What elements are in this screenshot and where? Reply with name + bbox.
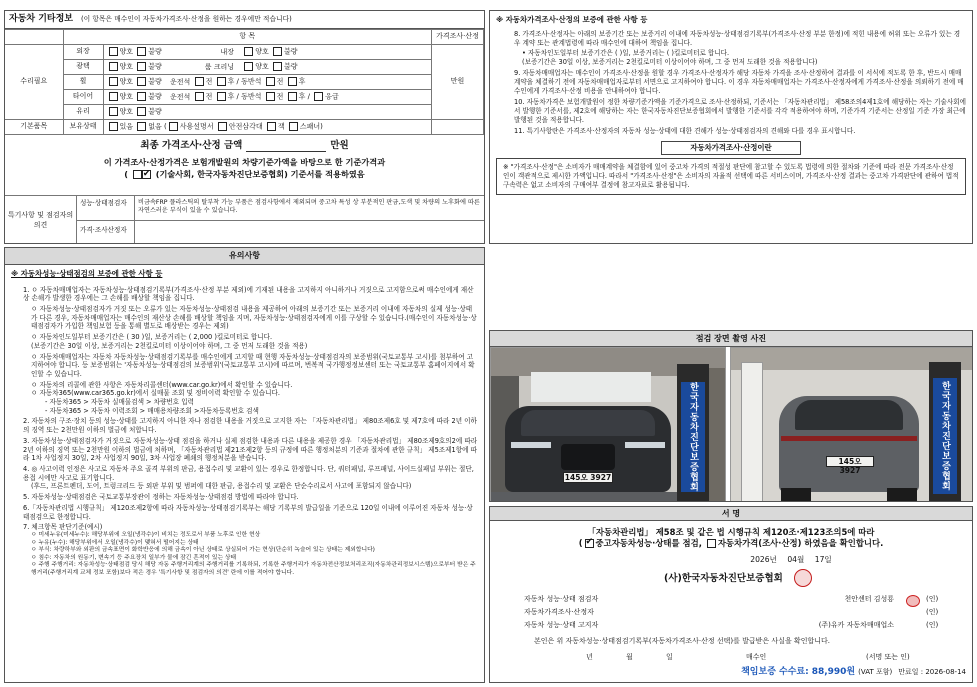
note-item: ㅇ 자동차매매업자는 자동차 자동차성능·상태점검기록부를 매수인에게 고지할 때 현행 자동차성능·상태점검자의 보증범위(국토교통부 고시)를 첨부하여 고지하여야 합니다. 등 보증범위는 '자동차성능·상태점검의 보증범위'(국토교통부 고시)에 따르며, 번복적 국가행정정보센터 또는 국토교통부 홈페이지에서 확인할 수 있습니다. bbox=[31, 352, 475, 378]
note-item: 6.「자동차관리법 시행규칙」 제120조제2항에 따라 자동차성능·상태점검기록부는 해당 기록부의 발급일을 기준으로 120일 이내에 이루어진 자동차 성능·상태점검으로 한정합니다. bbox=[23, 503, 473, 521]
note-item: ㅇ 자동차인도일부터 보증기간은 ( 30 )일, 보증거리는 ( 2,000 )킬로미터로 합니다. bbox=[31, 333, 273, 342]
price-notice-list bbox=[496, 30, 966, 136]
note-item: 7. 체크항목 판단기준(예시) bbox=[23, 523, 103, 532]
org-seal bbox=[794, 569, 812, 587]
vehicle-info-panel bbox=[4, 10, 485, 244]
note-item: 4. ◎ 사고이력 인정은 사고로 자동차 주요 골격 부위의 판금, 용접수리 및 교환이 있는 경우로 한정합니다. 단, 쿼터패널, 루프패널, 사이드실패널 부위는 절단, 용접 시에만 사고로 표기합니다. bbox=[23, 464, 474, 482]
jack-checkbox[interactable] bbox=[267, 122, 276, 131]
tire-driver-rear-checkbox[interactable] bbox=[217, 92, 226, 101]
exterior-good-checkbox[interactable] bbox=[109, 47, 118, 56]
tire-passenger-front-checkbox[interactable] bbox=[266, 92, 275, 101]
price-box-title: 자동차가격조사·산정이란 bbox=[661, 141, 801, 155]
sign-line2: (✔ 중고자동차성능·상태를 점검, 자동차가격(조사·산정) 하였음을 확인합니다. bbox=[490, 538, 972, 549]
note-item: ㅇ 주행 주행거리: 자동차성능·상태점검 당시 해당 자동 주행거리계의 주행거리를 기록하되, 기록한 주행거리가 자동차전산정보처리조직(자동차관리정보시스템)으로부터 받은 주행거리(주행거리계 교체 정보 포함)보다 적은 경우 '특기사항 및 점검자의 의견' 란에 이를 적어야 합니다. bbox=[31, 562, 476, 577]
row-polish-label: 광택 bbox=[63, 60, 103, 75]
wheel-bad-checkbox[interactable] bbox=[137, 77, 146, 86]
row-glass: 양호 불량 bbox=[103, 105, 432, 120]
note-item: ㅇ 자동차의 리콜에 관한 사항은 자동차리콜센터(www.car.go.kr)에서 확인할 수 있습니다. bbox=[31, 380, 293, 389]
sign-row: 자동차 성능·상태 고지자 (주)유카 자동차매매업소 (인) bbox=[524, 621, 939, 629]
final-price-row bbox=[5, 135, 484, 157]
org-name: (사)한국자동차진단보증협회 bbox=[664, 573, 783, 584]
final-price-label: 최종 가격조사·산정 금액 bbox=[140, 139, 243, 151]
note-item: ㅇ 누유(누수): 해당부위에서 오일(냉각수)이 맺혀서 떨어지는 상태 bbox=[31, 539, 199, 546]
sign-line1: 「자동차관리법」 제58조 및 같은 법 시행규칙 제120조·제123조의5에 따라 bbox=[587, 527, 875, 537]
tire-bad-checkbox[interactable] bbox=[137, 92, 146, 101]
wheel-driver-front-checkbox[interactable] bbox=[195, 77, 204, 86]
note-item: 3. 자동차성능·상태점검자가 거짓으로 자동차성능·상태 점검을 하거나 실제 점검한 내용과 다른 내용을 제공한 경우 「자동차관리법」 제80조제9호의2에 따라 2년 이하의 징역 또는 2천만원 이하의 벌금에 처하며, 「자동차관리법 제21조제2항 등의 규정에 따른 행정처분의 기준과 절차에 관한 규칙」 제5조제1항에 따라 1차 사업정지 30일, 2차 사업정지 90일, 3차 사업장 폐쇄의 행정처분을 받습니다. bbox=[23, 436, 478, 463]
basic-label: 기본품목 bbox=[5, 120, 63, 135]
price-notice-item: (보증기간은 30일 이상, 보증거리는 2천킬로미터 이상이어야 하며, 그 중 먼저 도래한 것을 적용합니다) bbox=[522, 58, 818, 67]
price-notice-item: 9. 자동차매매업자는 매수인이 가격조사·산정을 원할 경우 가격조사·산정자가 해당 자동차 가격을 조사·산정하여 결과를 이 서식에 적도록 한 후, 반드시 매매계약을 체결하기 전에 자동차매매업자로부터 서면으로 고지하여야 합니다. 이 경우 자동차매매업자는 가격조사·산정자에게 가격조사·산정을 의뢰하기 전에 매수인에게 가격조사·산정 비용을 안내하여야 합니다. bbox=[514, 69, 964, 95]
sign-rows bbox=[524, 595, 944, 634]
basis-statement bbox=[5, 157, 484, 181]
rear-photo bbox=[730, 347, 973, 502]
note-item: 1. ㅇ 자동차매매업자는 자동차성능·상태점검기록부(가격조사·산정 부분 제외)에 기재된 내용을 고지하지 아니하거나 거짓으로 고지함으로써 매수인에게 재산상 손해가 발생한 경우에는 그 손해를 배상할 책임을 집니다. bbox=[23, 285, 474, 303]
basis-line2-wrap: ( ✔ (기술사회, 한국자동차진단보증협회) 기준서를 적용하였음 bbox=[5, 169, 484, 181]
price-notice-item: 11. 특기사항란은 가격조사·산정자의 자동차 성능·상태에 대한 견해가 성능·상태점검자의 견해와 다를 경우 표시합니다. bbox=[514, 126, 856, 135]
basis-line2: (기술사회, 한국자동차진단보증협회) 기준서를 적용하였음 bbox=[155, 168, 365, 179]
row-exterior: 양호 불량 내장 양호 불량 bbox=[103, 45, 432, 60]
opinion-label: 특기사항 및 점검자의 의견 bbox=[5, 196, 77, 244]
photos-panel bbox=[489, 330, 973, 502]
final-price-field[interactable] bbox=[246, 140, 326, 152]
note-item: - 자동차365 > 자동차 실매물검색 > 차량번호 입력 bbox=[45, 398, 194, 407]
row-glass-label: 유리 bbox=[63, 105, 103, 120]
opinion-inspector-label: 성능·상태점검자 bbox=[77, 196, 135, 220]
buyer-row: 년 월 일 매수인 (서명 또는 인) bbox=[586, 653, 910, 661]
final-price-unit: 만원 bbox=[330, 139, 349, 151]
triangle-checkbox[interactable] bbox=[218, 122, 227, 131]
price-notice-panel bbox=[489, 10, 973, 244]
row-polish: 양호 불량 룸 크리닝 양호 불량 bbox=[103, 60, 432, 75]
inspector-seal bbox=[906, 595, 920, 607]
sign-date: 2026년 04월 17일 bbox=[750, 554, 832, 564]
notes-header: 유의사항 bbox=[5, 248, 484, 265]
polish-good-checkbox[interactable] bbox=[109, 62, 118, 71]
note-item: 5. 자동차성능·상태점검은 국토교통부장관이 정하는 자동차성능·상태점검 방법에 따라야 합니다. bbox=[23, 493, 299, 502]
interior-bad-checkbox[interactable] bbox=[273, 47, 282, 56]
opinion-appraiser-field[interactable] bbox=[135, 221, 484, 244]
basic-item-label: 보유상태 bbox=[63, 120, 103, 135]
notes-list bbox=[11, 286, 478, 578]
price-notice-item: 10. 자동차가격은 보험개발원이 정한 차량기준가액을 기준가격으로 조사·산정하되, 기준서는 「자동차관리법」 제58조의4제1호에 해당하는 자는 기술사회에서 발행한 기준서를, 제2호에 해당하는 자는 한국자동차진단보증협회에서 발행한 기준서를 각각 적용하여야 하며, 기준가격 기준서는 산정일 기준 가장 최근에 발행된 것을 적용합니다. bbox=[514, 97, 966, 124]
room-bad-checkbox[interactable] bbox=[273, 62, 282, 71]
tech-society-checkbox[interactable] bbox=[133, 170, 142, 179]
price-notice-title: ※ 자동차가격조사·산정의 보증에 관한 사항 등 bbox=[496, 15, 648, 24]
photos-header: 점검 장면 촬영 사진 bbox=[490, 331, 972, 347]
sign-row: 자동차 성능·상태 점검자 천안센터 김성룡 (인) bbox=[524, 595, 944, 608]
note-item: (보증기간은 30일 이상, 보증거리는 2천킬로미터 이상이어야 하며, 그 중 먼저 도래한 것을 적용) bbox=[31, 341, 308, 350]
polish-bad-checkbox[interactable] bbox=[137, 62, 146, 71]
fee-row bbox=[741, 667, 966, 679]
tire-passenger-rear-checkbox[interactable] bbox=[288, 92, 297, 101]
fee-vat: (VAT 포함) bbox=[858, 668, 893, 676]
row-tire: 양호 불량 운전석 전 후 / 동반석 전 후 / 응급 bbox=[103, 90, 432, 105]
rear-banner-label: 한국자동차진단보증협회 bbox=[933, 378, 957, 494]
note-item: ㅇ 침수: 자동차의 원동기, 변속기 등 주요장치 일부가 물에 잠긴 흔적이 있는 상태 bbox=[31, 554, 237, 561]
vehicle-info-table bbox=[5, 29, 484, 135]
notes-section-title: ※ 자동차성능·상태점검의 보증에 관한 사항 등 bbox=[11, 269, 163, 278]
note-item: (후드, 프론트펜더, 도어, 트렁크리드 등 외판 부위 및 범퍼에 대한 판금, 용접수리 및 교환은 단순수리로서 사고에 포함되지 않습니다) bbox=[31, 482, 412, 491]
row-tire-label: 타이어 bbox=[63, 90, 103, 105]
front-banner-label: 한국자동차진단보증협회 bbox=[681, 382, 705, 492]
glass-good-checkbox[interactable] bbox=[109, 107, 118, 116]
price-box-text: ※ "가격조사·산정"은 소비자가 매매계약을 체결함에 있어 중고차 가격의 적절성 판단에 참고할 수 있도록 법령에 의한 절차와 기준에 따라 전문 가격조사·산정인이 객관적으로 제시한 가액입니다. 따라서 "가격조사·산정"은 소비자의 자율적 선택에 따른 서비스이며, 가격조사·산정 결과는 중고차 가격판단에 관하여 법적 구속력은 없고 소비자의 구매여부 결정에 참고자료로 활용됩니다. bbox=[496, 158, 966, 195]
signature-header: 서 명 bbox=[490, 507, 972, 521]
expiry-date: 만료일 : 2026-08-14 bbox=[898, 668, 966, 676]
tire-emergency-checkbox[interactable] bbox=[314, 92, 323, 101]
rear-plate: 145오 3927 bbox=[826, 456, 874, 467]
wheel-passenger-front-checkbox[interactable] bbox=[266, 77, 275, 86]
wheel-driver-rear-checkbox[interactable] bbox=[217, 77, 226, 86]
notes-panel bbox=[4, 247, 485, 683]
performance-check-checkbox[interactable] bbox=[585, 539, 594, 548]
price-notice-item: 8. 가격조사·산정자는 아래의 보증기간 또는 보증거리 이내에 자동차성능·상태점검기록부(가격조사·산정 부분 한정)에 적힌 내용에 허위 또는 오류가 있는 경우 계약 또는 관계법령에 따라 매수인에 대하여 책임을 집니다. bbox=[514, 29, 961, 47]
repair-label: 수리필요 bbox=[5, 45, 63, 120]
room-good-checkbox[interactable] bbox=[244, 62, 253, 71]
col-item-header: 항 목 bbox=[63, 30, 432, 45]
opinion-appraiser-label: 가격·조사산정자 bbox=[77, 221, 135, 244]
manual-checkbox[interactable] bbox=[169, 122, 178, 131]
vehicle-info-subtitle: (이 항목은 매수인이 자동차가격조사·산정을 원하는 경우에만 적습니다) bbox=[81, 15, 292, 24]
signature-panel bbox=[489, 506, 973, 683]
opinion-inspector-text: 비금속FRP 플라스틱의 탈부착 가능 부품은 점검사항에서 제외되며 중고차 특성 상 부분적인 판금,도색 및 차량의 노후화에 따른 자연스러운 부식이 있을 수 있습니다. bbox=[138, 199, 480, 215]
note-item: ㅇ 부식: 차량하부와 외판의 금속표면이 화학반응에 의해 금속이 아닌 상태로 상실되어 가는 현상(단순히 녹슬어 있는 상태는 제외합니다) bbox=[31, 547, 375, 554]
sign-row: 자동차가격조사·산정자 (인) bbox=[524, 608, 939, 616]
price-notice-item: • 자동차인도일부터 보증기간은 ( )일, 보증거리는 ( )킬로미터로 합니다. bbox=[522, 49, 730, 58]
price-unit-cell: 만원 bbox=[432, 45, 484, 120]
basic-none-checkbox[interactable] bbox=[137, 122, 146, 131]
note-item: ㅇ 미세누유(미세누수): 해당부위에 오일(냉각수)이 비치는 정도로서 부품 노후로 인한 현상 bbox=[31, 531, 261, 538]
wheel-passenger-rear-checkbox[interactable] bbox=[288, 77, 297, 86]
note-item: ㅇ 자동차365(www.car365.go.kr)에서 실매물 조회 및 정비이력 확인할 수 있습니다. bbox=[31, 389, 280, 398]
fee-value: 88,990원 bbox=[811, 667, 856, 677]
row-wheel: 양호 불량 운전석 전 후 / 동반석 전 후 bbox=[103, 75, 432, 90]
vehicle-info-title: 자동차 기타정보 bbox=[9, 13, 73, 24]
tire-driver-front-checkbox[interactable] bbox=[195, 92, 204, 101]
front-plate: 145오 3927 bbox=[564, 473, 612, 482]
buyer-sign-field[interactable]: (서명 또는 인) bbox=[866, 653, 910, 661]
wheel-good-checkbox[interactable] bbox=[109, 77, 118, 86]
front-photo bbox=[490, 347, 726, 502]
note-item: 2. 자동차의 구조·장치 등의 성능·상태를 고지하지 아니한 자나 점검한 내용을 거짓으로 고지한 자는 「자동차관리법」 제80조제6호 및 제7호에 따라 2년 이하의 징역 또는 2천만원 이하의 벌금에 처합니다. bbox=[23, 417, 477, 435]
price-check-checkbox[interactable] bbox=[707, 539, 716, 548]
note-item: ㅇ 자동차성능·상태점검자가 거짓 또는 오류가 있는 자동차성능·상태점검 내용을 제공하여 아래의 보증기간 또는 보증거리 이내에 자동차의 실제 성능·상태가 다른 경우, 자동차매매업자는 매수인의 재산상 손해를 배상할 책임을 지며, 자동차성능·상태점검자에게 이를 구상할 수 있습니다.(매수인이 자동차성능·상태점검자가 가입한 책임보험 등을 통해 별도로 배상받는 경우는 제외) bbox=[31, 305, 477, 331]
vehicle-info-header bbox=[5, 11, 484, 29]
row-wheel-label: 휠 bbox=[63, 75, 103, 90]
row-basic: 있음 없음 ( 사용설명서 안전삼각대 잭 스패너) bbox=[103, 120, 432, 135]
note-item: - 자동차365 > 자동차 이력조회 > 매매용차량조회 >자동차등록번호 검색 bbox=[45, 406, 259, 415]
spanner-checkbox[interactable] bbox=[289, 122, 298, 131]
basic-have-checkbox[interactable] bbox=[109, 122, 118, 131]
row-interior-label: 내장 bbox=[220, 47, 235, 56]
glass-bad-checkbox[interactable] bbox=[137, 107, 146, 116]
tire-good-checkbox[interactable] bbox=[109, 92, 118, 101]
kada-checkbox[interactable] bbox=[142, 170, 151, 179]
fee-label: 책임보증 수수료: bbox=[741, 667, 809, 677]
row-room-cleaning-label: 룸 크리닝 bbox=[204, 62, 235, 71]
row-exterior-label: 외장 bbox=[63, 45, 103, 60]
basis-line1: 이 가격조사·산정가격은 보험개발원의 차량기준가액을 바탕으로 한 기준가격과 bbox=[103, 157, 386, 167]
col-price-header: 가격조사·산정 bbox=[432, 30, 484, 45]
interior-good-checkbox[interactable] bbox=[244, 47, 253, 56]
exterior-bad-checkbox[interactable] bbox=[137, 47, 146, 56]
receipt-line: 본인은 위 자동차성능·상태점검기록부(자동차가격조사·산정 선택)를 발급받은 사실을 확인합니다. bbox=[534, 637, 830, 645]
opinion-block bbox=[5, 195, 484, 244]
